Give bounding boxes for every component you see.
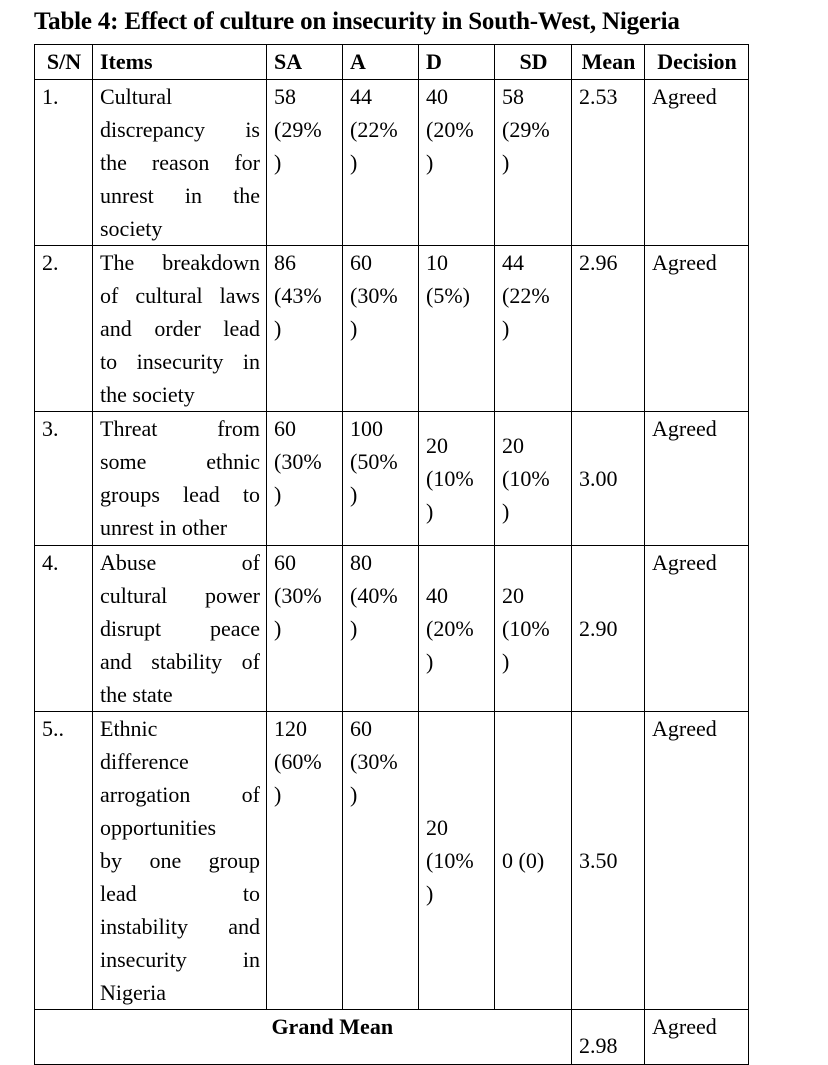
sa-value-part: 60 xyxy=(274,550,296,575)
sa-value-part: (30% xyxy=(274,449,322,474)
d-value-part: 40 xyxy=(426,84,448,109)
row-sn: 3. xyxy=(35,412,93,546)
row-sd xyxy=(495,80,572,246)
item-line: unrest in the xyxy=(100,183,260,208)
sd-value-part: ) xyxy=(502,316,510,341)
item-line: instability and xyxy=(100,914,260,939)
row-a xyxy=(343,712,419,1010)
sa-value-part: (60% xyxy=(274,749,322,774)
sa-value-part: (29% xyxy=(274,117,322,142)
item-line: cultural power xyxy=(100,583,260,608)
sa-value-part: 86 xyxy=(274,250,296,275)
row-sn: 4. xyxy=(35,546,93,712)
row-sd xyxy=(495,712,572,1010)
item-line: to insecurity in xyxy=(100,349,260,374)
header-sd: SD xyxy=(495,45,572,80)
row-a xyxy=(343,80,419,246)
sd-value-part: (10% xyxy=(502,616,550,641)
header-items: Items xyxy=(93,45,267,80)
sd-value-part: 0 (0) xyxy=(502,848,545,873)
header-sn: S/N xyxy=(35,45,93,80)
row-sd xyxy=(495,246,572,412)
d-value-part: 20 xyxy=(426,433,448,458)
sa-value-part: ) xyxy=(274,482,282,507)
row-d xyxy=(419,546,495,712)
a-value-part: 44 xyxy=(350,84,372,109)
row-item xyxy=(93,712,267,1010)
sd-value-part: (22% xyxy=(502,283,550,308)
sa-value-part: 120 xyxy=(274,716,307,741)
a-value-part: ) xyxy=(350,482,358,507)
a-value-part: 80 xyxy=(350,550,372,575)
item-line: Abuse of xyxy=(100,550,260,575)
row-sn: 2. xyxy=(35,246,93,412)
item-line: lead to xyxy=(100,881,260,906)
a-value-part: 60 xyxy=(350,716,372,741)
sa-value-part: ) xyxy=(274,616,282,641)
sd-value-part: 20 xyxy=(502,433,524,458)
a-value-part: 60 xyxy=(350,250,372,275)
row-item xyxy=(93,246,267,412)
item-line: groups lead to xyxy=(100,482,260,507)
row-mean: 2.90 xyxy=(572,546,645,712)
d-value-part: 10 xyxy=(426,250,448,275)
d-value-part: ) xyxy=(426,499,434,524)
sd-value-part: 58 xyxy=(502,84,524,109)
a-value-part: (22% xyxy=(350,117,398,142)
table-row xyxy=(35,412,749,546)
d-value-part: (20% xyxy=(426,117,474,142)
item-line: insecurity in xyxy=(100,947,260,972)
sa-value-part: ) xyxy=(274,150,282,175)
row-d xyxy=(419,246,495,412)
row-decision: Agreed xyxy=(645,712,749,1010)
d-value-part: ) xyxy=(426,150,434,175)
sa-value-part: (30% xyxy=(274,583,322,608)
row-a xyxy=(343,412,419,546)
header-d: D xyxy=(419,45,495,80)
row-sa xyxy=(267,80,343,246)
a-value-part: (40% xyxy=(350,583,398,608)
table-title: Table 4: Effect of culture on insecurity in South-West, Nigeria xyxy=(34,8,680,35)
table-row xyxy=(35,712,749,1010)
item-line: the reason for xyxy=(100,150,260,175)
row-sa xyxy=(267,712,343,1010)
row-decision: Agreed xyxy=(645,80,749,246)
row-a xyxy=(343,546,419,712)
item-line: some ethnic xyxy=(100,449,260,474)
d-value-part: 40 xyxy=(426,583,448,608)
a-value-part: ) xyxy=(350,782,358,807)
a-value-part: (30% xyxy=(350,283,398,308)
item-line: and order lead xyxy=(100,316,260,341)
table-row xyxy=(35,80,749,246)
row-d xyxy=(419,80,495,246)
header-mean: Mean xyxy=(572,45,645,80)
grand-mean-value: 2.98 xyxy=(572,1010,645,1065)
row-mean: 2.96 xyxy=(572,246,645,412)
sd-value-part: 44 xyxy=(502,250,524,275)
item-line: the society xyxy=(100,382,195,407)
row-item xyxy=(93,412,267,546)
a-value-part: (30% xyxy=(350,749,398,774)
row-a xyxy=(343,246,419,412)
sd-value-part: (29% xyxy=(502,117,550,142)
item-line: Ethnic xyxy=(100,716,158,741)
d-value-part: (10% xyxy=(426,466,474,491)
item-line: Nigeria xyxy=(100,980,166,1005)
sa-value-part: ) xyxy=(274,316,282,341)
item-line: disrupt peace xyxy=(100,616,260,641)
sd-value-part: ) xyxy=(502,499,510,524)
row-decision: Agreed xyxy=(645,246,749,412)
grand-mean-row xyxy=(35,1010,749,1065)
item-line: arrogation of xyxy=(100,782,260,807)
header-row xyxy=(35,45,749,80)
d-value-part: (20% xyxy=(426,616,474,641)
sd-value-part: ) xyxy=(502,150,510,175)
sa-value-part: ) xyxy=(274,782,282,807)
item-line: the state xyxy=(100,682,173,707)
item-line: The breakdown xyxy=(100,250,260,275)
row-sa xyxy=(267,546,343,712)
table-row xyxy=(35,546,749,712)
row-sa xyxy=(267,246,343,412)
culture-insecurity-table xyxy=(34,44,749,1065)
d-value-part: (10% xyxy=(426,848,474,873)
sa-value-part: 58 xyxy=(274,84,296,109)
d-value-part: (5%) xyxy=(426,283,470,308)
item-line: society xyxy=(100,216,163,241)
item-line: by one group xyxy=(100,848,260,873)
row-mean: 3.50 xyxy=(572,712,645,1010)
grand-mean-decision: Agreed xyxy=(645,1010,749,1065)
item-line: difference xyxy=(100,749,189,774)
sd-value-part: 20 xyxy=(502,583,524,608)
table-row xyxy=(35,246,749,412)
header-decision: Decision xyxy=(645,45,749,80)
item-line: Threat from xyxy=(100,416,260,441)
d-value-part: ) xyxy=(426,881,434,906)
sa-value-part: 60 xyxy=(274,416,296,441)
row-sn: 5.. xyxy=(35,712,93,1010)
a-value-part: 100 xyxy=(350,416,383,441)
item-line: of cultural laws xyxy=(100,283,260,308)
row-decision: Agreed xyxy=(645,412,749,546)
row-d xyxy=(419,412,495,546)
row-sd xyxy=(495,546,572,712)
row-item xyxy=(93,80,267,246)
item-line: unrest in other xyxy=(100,515,228,540)
row-d xyxy=(419,712,495,1010)
header-sa: SA xyxy=(267,45,343,80)
header-a: A xyxy=(343,45,419,80)
row-item xyxy=(93,546,267,712)
sa-value-part: (43% xyxy=(274,283,322,308)
a-value-part: ) xyxy=(350,616,358,641)
a-value-part: ) xyxy=(350,150,358,175)
sd-value-part: ) xyxy=(502,649,510,674)
grand-mean-label: Grand Mean xyxy=(93,1010,572,1065)
row-decision: Agreed xyxy=(645,546,749,712)
d-value-part: 20 xyxy=(426,815,448,840)
a-value-part: (50% xyxy=(350,449,398,474)
d-value-part: ) xyxy=(426,649,434,674)
item-line: discrepancy is xyxy=(100,117,260,142)
row-mean: 2.53 xyxy=(572,80,645,246)
a-value-part: ) xyxy=(350,316,358,341)
item-line: opportunities xyxy=(100,815,217,840)
row-sd xyxy=(495,412,572,546)
row-sa xyxy=(267,412,343,546)
item-line: and stability of xyxy=(100,649,260,674)
sd-value-part: (10% xyxy=(502,466,550,491)
grand-mean-spacer xyxy=(35,1010,93,1065)
row-sn: 1. xyxy=(35,80,93,246)
row-mean: 3.00 xyxy=(572,412,645,546)
item-line: Cultural xyxy=(100,84,173,109)
